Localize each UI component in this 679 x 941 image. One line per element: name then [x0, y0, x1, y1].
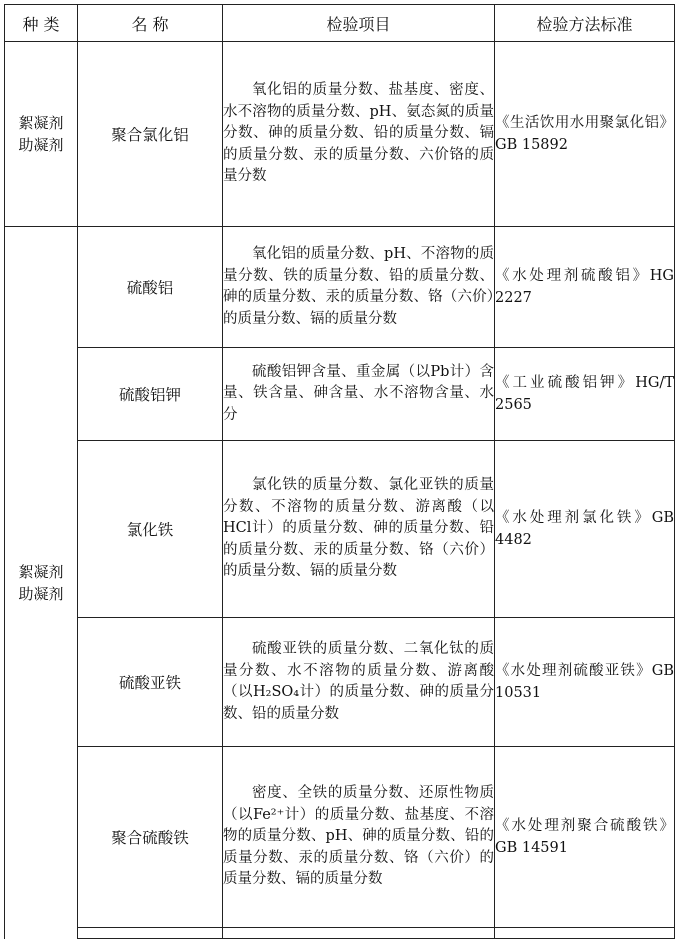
- table-row: [5, 441, 675, 618]
- empty-cell: [78, 928, 223, 939]
- product-name: 聚合硫酸铁: [78, 747, 223, 928]
- inspection-items: 密度、全铁的质量分数、还原性物质（以Fe²⁺计）的质量分数、盐基度、不溶物的质量分数、pH、砷的质量分数、铅的质量分数、汞的质量分数、铬（六价）的质量分数、镉的质量分数: [223, 747, 495, 928]
- header-category: 种 类: [5, 5, 78, 42]
- table-row: [5, 348, 675, 441]
- header-inspection-items: 检验项目: [223, 5, 495, 42]
- header-row: [5, 5, 675, 42]
- method-standard: 《水处理剂硫酸亚铁》GB 10531: [495, 618, 675, 747]
- inspection-items: 氧化铝的质量分数、pH、不溶物的质量分数、铁的质量分数、铅的质量分数、砷的质量分数、汞的质量分数、铬（六价）的质量分数、镉的质量分数: [223, 227, 495, 348]
- header-method-standard: 检验方法标准: [495, 5, 675, 42]
- table-row: [5, 227, 675, 348]
- table-row: [5, 618, 675, 747]
- inspection-items: 硫酸铝钾含量、重金属（以Pb计）含量、铁含量、砷含量、水不溶物含量、水分: [223, 348, 495, 441]
- product-name: 氯化铁: [78, 441, 223, 618]
- category-line: 絮凝剂: [18, 562, 64, 581]
- empty-cell: [223, 928, 495, 939]
- category-cell: [5, 42, 78, 227]
- inspection-items: 氯化铁的质量分数、氯化亚铁的质量分数、不溶物的质量分数、游离酸（以HCl计）的质量分数、砷的质量分数、铅的质量分数、汞的质量分数、铬（六价）的质量分数、镉的质量分数: [223, 441, 495, 618]
- table-row: [5, 42, 675, 227]
- product-name: 聚合氯化铝: [78, 42, 223, 227]
- method-standard: 《生活饮用水用聚氯化铝》GB 15892: [495, 42, 675, 227]
- product-name: 硫酸亚铁: [78, 618, 223, 747]
- method-standard: 《水处理剂氯化铁》GB 4482: [495, 441, 675, 618]
- method-standard: 《水处理剂硫酸铝》HG 2227: [495, 227, 675, 348]
- table-row: [5, 747, 675, 928]
- inspection-items: 硫酸亚铁的质量分数、二氧化钛的质量分数、水不溶物的质量分数、游离酸（以H₂SO₄计）的质量分数、砷的质量分数、铅的质量分数: [223, 618, 495, 747]
- inspection-items: 氧化铝的质量分数、盐基度、密度、水不溶物的质量分数、pH、氨态氮的质量分数、砷的质量分数、铅的质量分数、镉的质量分数、汞的质量分数、六价铬的质量分数: [223, 42, 495, 227]
- product-name: 硫酸铝: [78, 227, 223, 348]
- method-standard: 《工业硫酸铝钾》HG/T 2565: [495, 348, 675, 441]
- product-name: 硫酸铝钾: [78, 348, 223, 441]
- category-line: 助凝剂: [18, 584, 64, 603]
- inspection-standards-table: [4, 4, 675, 939]
- table-row-continuation: [5, 928, 675, 939]
- header-name: 名 称: [78, 5, 223, 42]
- category-line: 助凝剂: [18, 136, 64, 154]
- category-line: 絮凝剂: [18, 114, 64, 132]
- category-cell: [5, 227, 78, 939]
- method-standard: 《水处理剂聚合硫酸铁》GB 14591: [495, 747, 675, 928]
- empty-cell: [495, 928, 675, 939]
